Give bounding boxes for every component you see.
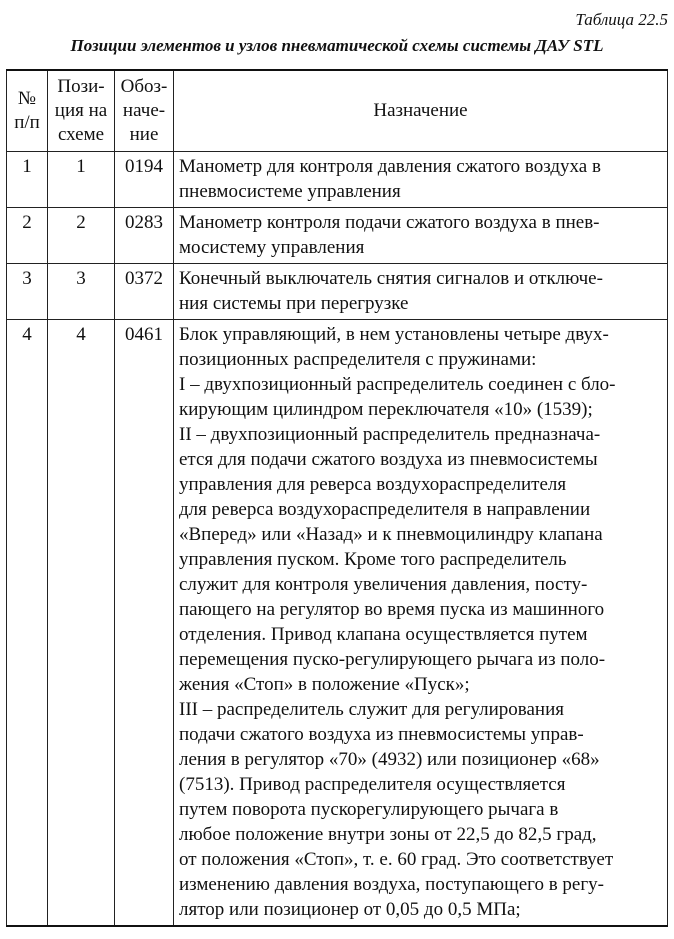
purpose-line: «Вперед» или «Назад» и к пневмоцилиндру клапана [179,524,603,545]
purpose-line: мосистему управления [179,237,365,258]
table-row [7,320,668,927]
purpose-line: изменению давления воздуха, поступающего в регу- [179,874,604,895]
purpose-line: отделения. Привод клапана осуществляется путем [179,624,588,645]
row-designation: 0283 [115,208,174,264]
purpose-line: ется для подачи сжатого воздуха из пневмосистемы [179,449,598,470]
purpose-line: пневмосистеме управления [179,181,401,202]
header-purpose: Назначение [174,70,668,152]
row-number: 3 [7,264,48,320]
row-purpose [174,320,668,927]
row-designation: 0372 [115,264,174,320]
purpose-line: позиционных распределителя с пружинами: [179,349,537,370]
table-row [7,208,668,264]
purpose-line: служит для контроля увеличения давления, посту- [179,574,588,595]
row-purpose [174,208,668,264]
table-row [7,152,668,208]
purpose-line: от положения «Стоп», т. е. 60 град. Это соответствует [179,849,614,870]
purpose-line: управления для реверса воздухораспределителя [179,474,567,495]
purpose-line: управления пуском. Кроме того распределитель [179,549,567,570]
purpose-line: путем поворота пускорегулирующего рычага в [179,799,559,820]
header-position-line: ция на [54,100,108,121]
row-position: 2 [48,208,115,264]
row-position: 3 [48,264,115,320]
purpose-line: ления в регулятор «70» (4932) или позиционер «68» [179,749,600,770]
header-designation-line: наче- [122,100,166,121]
purpose-line: любое положение внутри зоны от 22,5 до 82,5 град, [179,824,597,845]
row-designation: 0194 [115,152,174,208]
elements-table [6,69,668,927]
purpose-line: ния системы при перегрузке [179,293,409,314]
row-number: 1 [7,152,48,208]
purpose-line: для реверса воздухораспределителя в направлении [179,499,591,520]
row-purpose [174,152,668,208]
table-body [7,152,668,927]
purpose-line: жения «Стоп» в положение «Пуск»; [179,674,470,695]
row-position: 4 [48,320,115,927]
purpose-line: лятор или позиционер от 0,05 до 0,5 МПа; [179,899,521,920]
purpose-line: перемещения пуско-регулирующего рычага из поло- [179,649,606,670]
header-designation-line: Обоз- [120,76,168,97]
purpose-line: I – двухпозиционный распределитель соединен с бло- [179,374,616,395]
row-number: 4 [7,320,48,927]
purpose-line: Манометр контроля подачи сжатого воздуха в пнев- [179,212,600,233]
row-purpose [174,264,668,320]
header-position-line: схеме [57,124,105,145]
table-caption: Таблица 22.5 [575,10,668,29]
purpose-line: пающего на регулятор во время пуска из машинного [179,599,605,620]
purpose-line: (7513). Привод распределителя осуществляется [179,774,566,795]
table-row [7,264,668,320]
header-number-line: п/п [14,112,40,133]
purpose-line: Блок управляющий, в нем установлены четыре двух- [179,324,609,345]
table-title: Позиции элементов и узлов пневматической схемы системы ДАУ STL [70,36,604,55]
header-number [7,70,48,152]
purpose-line: Манометр для контроля давления сжатого воздуха в [179,156,601,177]
purpose-line: II – двухпозиционный распределитель предназнача- [179,424,601,445]
purpose-line: подачи сжатого воздуха из пневмосистемы управ- [179,724,584,745]
header-number-line: № [17,88,37,109]
header-designation-line: ние [129,124,159,145]
row-designation: 0461 [115,320,174,927]
header-position-line: Пози- [57,76,105,97]
header-designation [115,70,174,152]
row-position: 1 [48,152,115,208]
header-position [48,70,115,152]
purpose-line: Конечный выключатель снятия сигналов и отключе- [179,268,603,289]
header-row [7,70,668,152]
row-number: 2 [7,208,48,264]
purpose-line: III – распределитель служит для регулирования [179,699,565,720]
purpose-line: кирующим цилиндром переключателя «10» (1539); [179,399,593,420]
